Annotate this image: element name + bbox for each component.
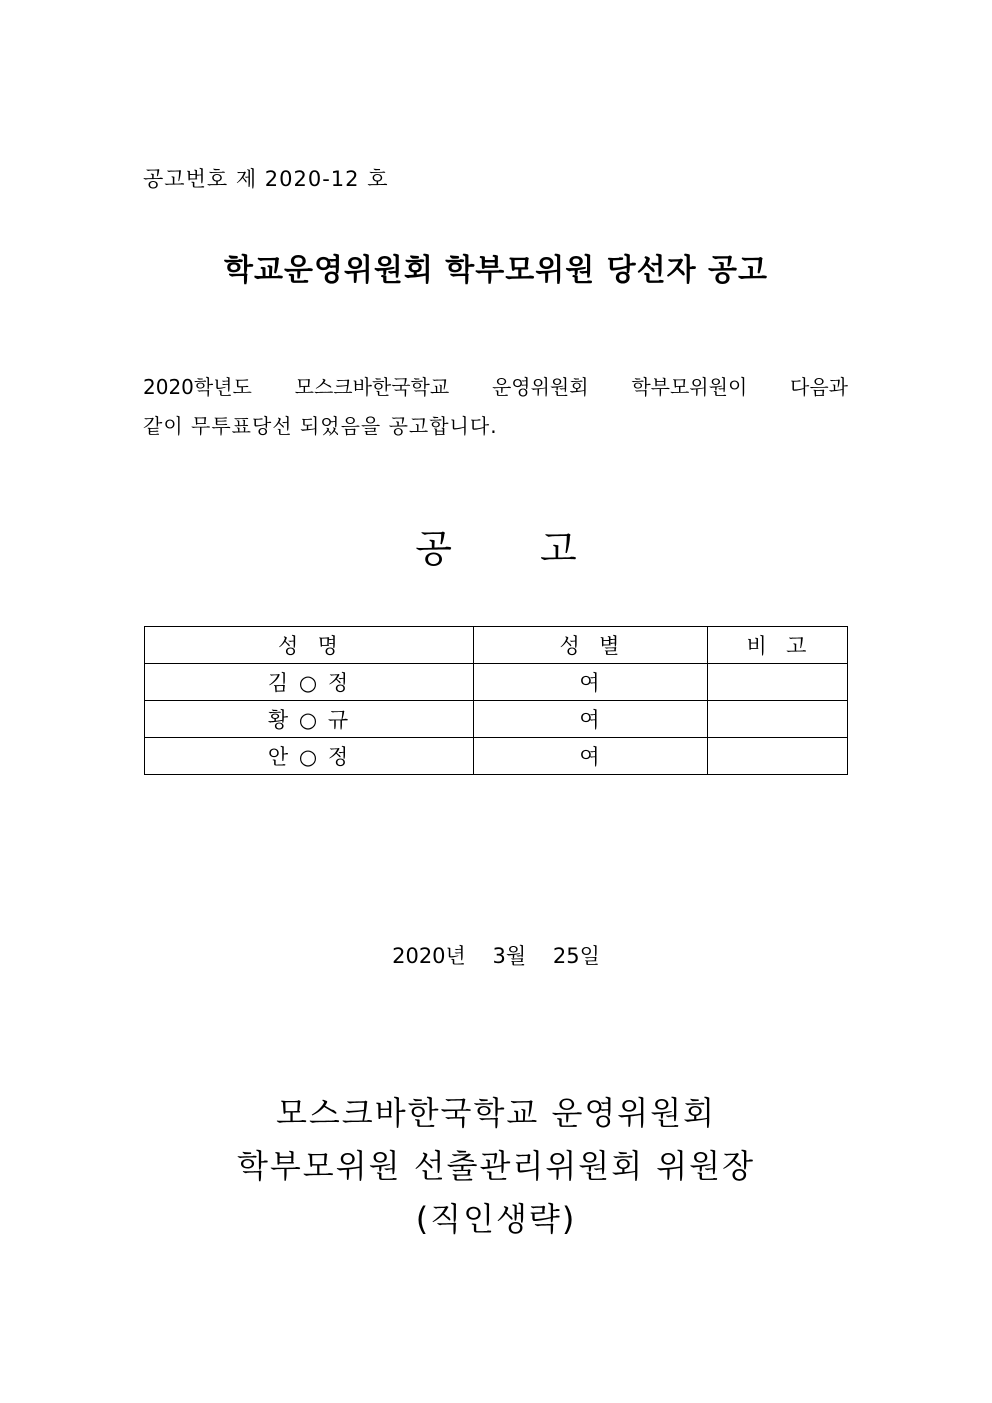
announcement-heading (0, 518, 992, 573)
body-text-line-2: 같이 무투표당선 되었음을 공고합니다. (143, 414, 498, 438)
member-gender: 여 (474, 701, 708, 738)
notice-number: 공고번호 제 2020-12 호 (143, 167, 389, 191)
member-remarks (708, 701, 848, 738)
heading-char-right: 고 (540, 527, 577, 571)
member-remarks (708, 664, 848, 701)
header-name: 성 명 (145, 627, 474, 664)
elected-members-table (144, 626, 848, 775)
table-row (145, 701, 848, 738)
member-name: 황 ○ 규 (145, 701, 474, 738)
signature-seal-omitted: (직인생략) (415, 1200, 577, 1238)
member-name: 안 ○ 정 (145, 738, 474, 775)
member-gender: 여 (474, 738, 708, 775)
member-name: 김 ○ 정 (145, 664, 474, 701)
page-title: 학교운영위원회 학부모위원 당선자 공고 (224, 253, 768, 288)
header-gender: 성 별 (474, 627, 708, 664)
signature-school-committee: 모스크바한국학교 운영위원회 (275, 1094, 717, 1132)
header-remarks: 비 고 (708, 627, 848, 664)
table-row (145, 664, 848, 701)
table-header-row (145, 627, 848, 664)
member-gender: 여 (474, 664, 708, 701)
signature-election-chair: 학부모위원 선출관리위원회 위원장 (236, 1147, 756, 1185)
member-remarks (708, 738, 848, 775)
heading-char-left: 공 (415, 527, 452, 571)
body-text-line-1: 2020학년도 모스크바한국학교 운영위원회 학부모위원이 다음과 (143, 375, 848, 399)
table-row (145, 738, 848, 775)
announcement-date: 2020년 3월 25일 (392, 944, 600, 968)
